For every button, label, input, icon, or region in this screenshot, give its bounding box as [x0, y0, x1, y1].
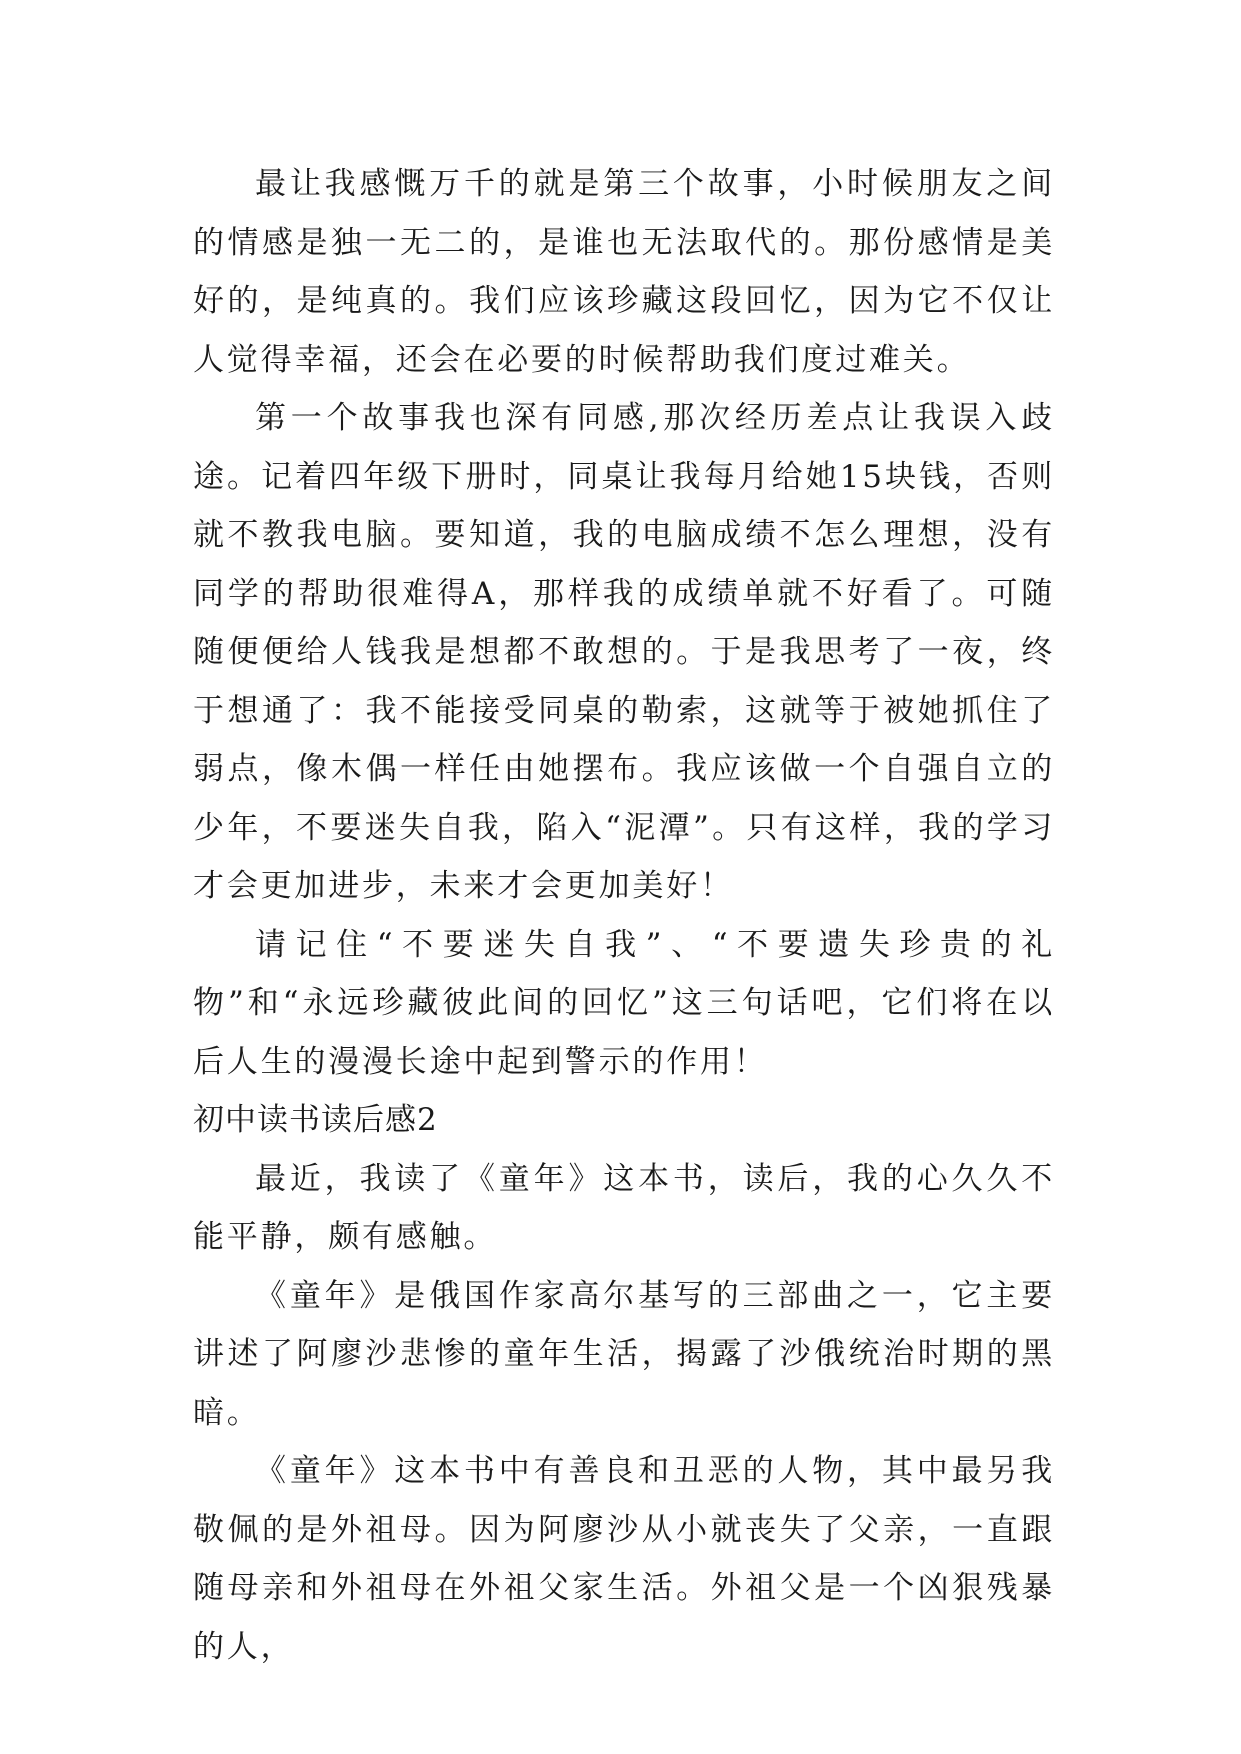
paragraph-first-story: 第一个故事我也深有同感,那次经历差点让我误入歧途。记着四年级下册时，同桌让我每月给她15块钱，否则就不教我电脑。要知道，我的电脑成绩不怎么理想，没有同学的帮助很难得A，那样我的成绩单就不好看了。可随随便便给人钱我是想都不敢想的。于是我思考了一夜，终于想通了：我不能接受同桌的勒索，这就等于被她抓住了弱点，像木偶一样任由她摆布。我应该做一个自强自立的少年，不要迷失自我，陷入“泥潭”。只有这样，我的学习才会更加进步，未来才会更加美好！ — [193, 400, 1055, 904]
paragraph-remember: 请记住“不要迷失自我”、“不要遗失珍贵的礼物”和“永远珍藏彼此间的回忆”这三句话吧，它们将在以后人生的漫漫长途中起到警示的作用！ — [193, 926, 1055, 1080]
paragraph-grandmother: 《童年》这本书中有善良和丑恶的人物，其中最另我敬佩的是外祖母。因为阿廖沙从小就丧失了父亲，一直跟随母亲和外祖母在外祖父家生活。外祖父是一个凶狠残暴的人， — [193, 1453, 1055, 1665]
paragraph-recently-read: 最近，我读了《童年》这本书，读后，我的心久久不能平静，颇有感触。 — [193, 1160, 1055, 1255]
paragraph-third-story: 最让我感慨万千的就是第三个故事，小时候朋友之间的情感是独一无二的，是谁也无法取代的。那份感情是美好的，是纯真的。我们应该珍藏这段回忆，因为它不仅让人觉得幸福，还会在必要的时候帮助我们度过难关。 — [193, 166, 1055, 378]
section-title: 初中读书读后感2 — [193, 1102, 438, 1138]
paragraph-book-intro: 《童年》是俄国作家高尔基写的三部曲之一，它主要讲述了阿廖沙悲惨的童年生活，揭露了沙俄统治时期的黑暗。 — [193, 1277, 1055, 1431]
document-body — [193, 155, 1055, 1676]
